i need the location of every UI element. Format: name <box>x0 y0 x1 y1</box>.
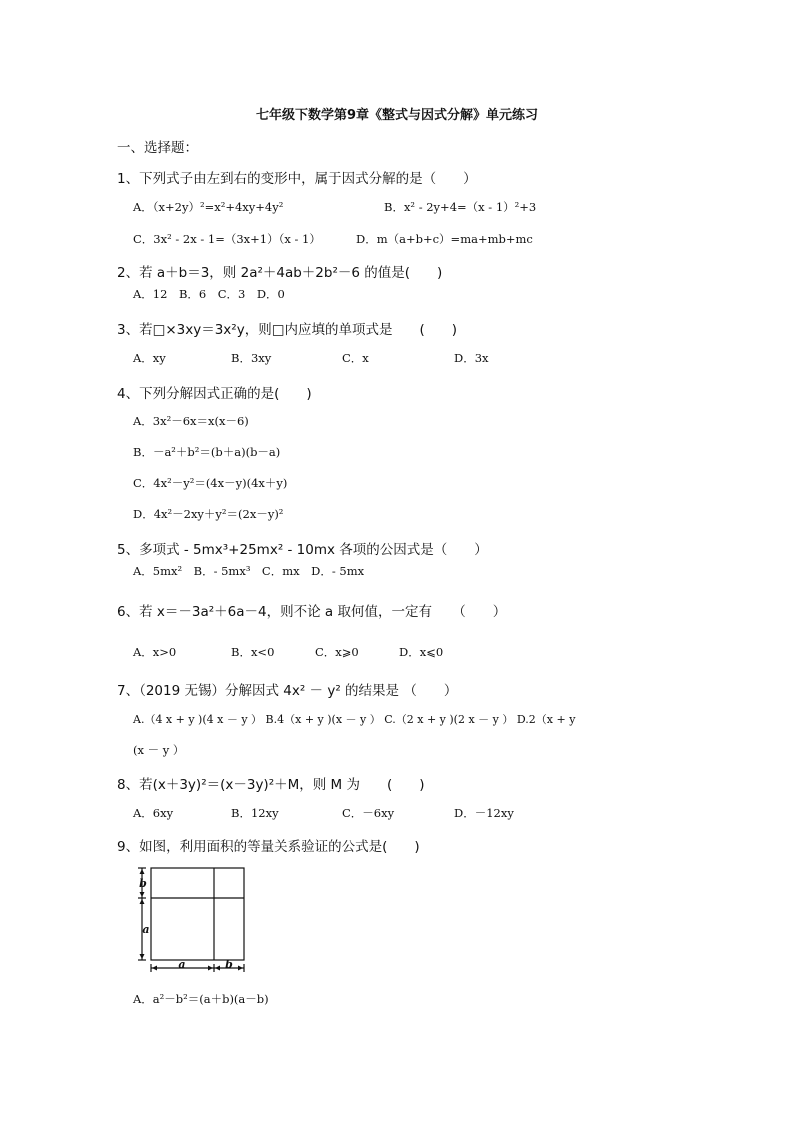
question-3-stem: 3、若□×3xy＝3x²y，则□内应填的单项式是 ( ) <box>117 322 457 338</box>
question-4-option-c: C．4x²－y²＝(4x－y)(4x＋y) <box>133 476 288 490</box>
question-7-stem: 7、（2019 无锡）分解因式 4x² － y² 的结果是 （ ） <box>117 683 458 699</box>
question-8-option-a: A．6xy <box>133 806 174 820</box>
question-8-option-c: C．－6xy <box>342 806 395 820</box>
figure-label-b-bottom: b <box>225 958 233 971</box>
question-9-stem: 9、如图，利用面积的等量关系验证的公式是( ) <box>117 839 420 855</box>
question-8-option-b: B．12xy <box>231 806 279 820</box>
area-figure <box>134 864 254 976</box>
figure-outer-square <box>151 868 244 960</box>
question-8-option-d: D．－12xy <box>454 806 514 820</box>
question-5-options: A．5mx² B．- 5mx³ C．mx D．- 5mx <box>133 564 365 578</box>
question-6-stem: 6、若 x＝－3a²＋6a－4，则不论 a 取何值，一定有 （ ） <box>117 604 507 620</box>
question-3-option-d: D．3x <box>454 351 489 365</box>
question-6-option-a: A．x>0 <box>133 645 177 659</box>
question-1-option-b: B．x² - 2y+4=（x - 1）²+3 <box>384 200 537 214</box>
question-1-option-d: D．m（a+b+c）=ma+mb+mc <box>356 232 533 246</box>
page-title: 七年级下数学第9章《整式与因式分解》单元练习 <box>255 108 539 123</box>
question-1-option-a: A．（x+2y）²=x²+4xy+4y² <box>133 200 284 214</box>
figure-label-a-bottom: a <box>178 958 186 971</box>
question-6-option-b: B．x<0 <box>231 645 275 659</box>
question-7-options-line-2: (x － y ） <box>133 743 185 757</box>
question-7-options-line-1: A.（4 x + y )(4 x － y ） B.4（x + y )(x － y ） C.（2 x + y )(2 x － y ） D.2（x + y <box>133 713 576 726</box>
question-4-option-a: A．3x²－6x＝x(x－6) <box>133 414 249 428</box>
question-3-option-c: C．x <box>342 351 369 365</box>
question-6-option-d: D．x⩽0 <box>399 645 444 659</box>
question-2-options: A．12 B．6 C．3 D．0 <box>133 287 285 301</box>
question-5-stem: 5、多项式 - 5mx³+25mx² - 10mx 各项的公因式是（ ） <box>117 542 488 558</box>
question-1-option-c: C．3x² - 2x - 1=（3x+1）（x - 1） <box>133 232 321 246</box>
question-4-option-d: D．4x²－2xy＋y²＝(2x－y)² <box>133 507 284 521</box>
figure-label-a-left: a <box>142 923 150 936</box>
question-8-stem: 8、若(x＋3y)²＝(x－3y)²＋M，则 M 为 ( ) <box>117 777 425 793</box>
question-1-stem: 1、下列式子由左到右的变形中，属于因式分解的是（ ） <box>117 171 477 187</box>
question-3-option-b: B．3xy <box>231 351 272 365</box>
question-9-option-a: A．a²－b²＝(a＋b)(a－b) <box>133 992 269 1006</box>
question-3-option-a: A．xy <box>133 351 166 365</box>
question-4-option-b: B．－a²＋b²＝(b＋a)(b－a) <box>133 445 281 459</box>
question-4-stem: 4、下列分解因式正确的是( ) <box>117 386 312 402</box>
question-6-option-c: C．x⩾0 <box>315 645 359 659</box>
figure-label-b-left: b <box>139 877 147 890</box>
section-heading: 一、选择题： <box>117 140 198 156</box>
question-2-stem: 2、若 a＋b＝3，则 2a²＋4ab＋2b²－6 的值是( ) <box>117 265 443 281</box>
